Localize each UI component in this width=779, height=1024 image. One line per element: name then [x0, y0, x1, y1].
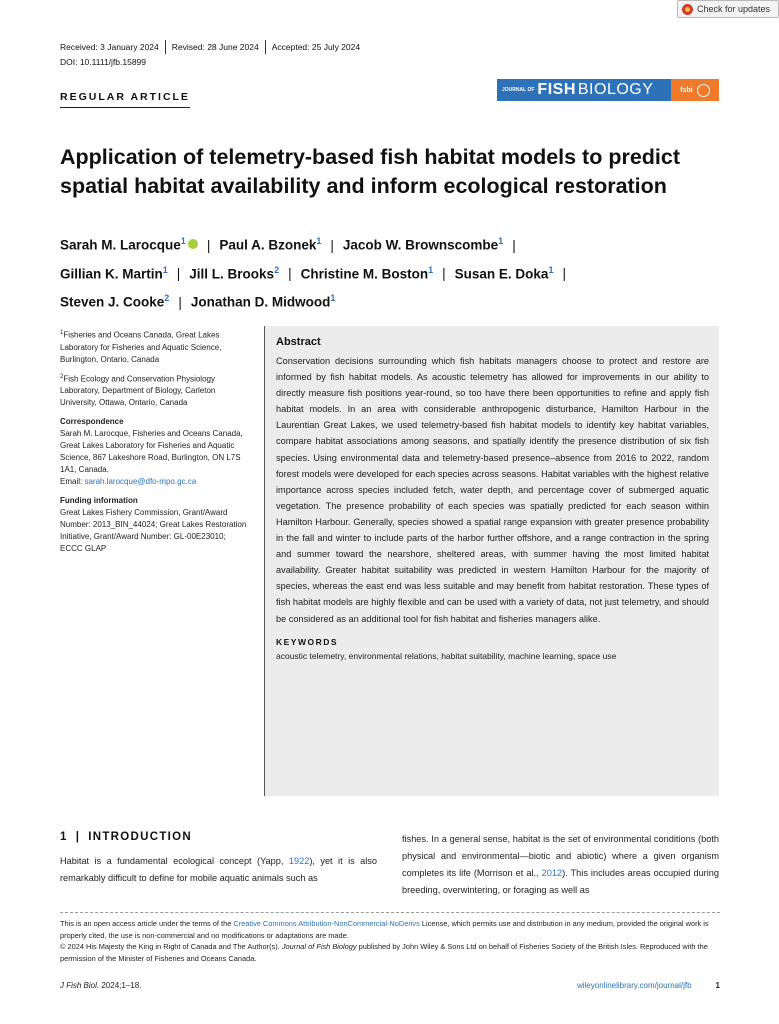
abstract-heading: Abstract	[276, 336, 321, 348]
check-for-updates-button[interactable]	[677, 0, 779, 18]
affiliation	[60, 327, 250, 366]
section-title: INTRODUCTION	[88, 831, 192, 843]
journal-logo-prefix: JOURNAL OF	[502, 87, 535, 93]
affiliation-marker: 1	[180, 236, 186, 246]
affiliation-marker: 1	[330, 293, 336, 303]
article-dates	[60, 40, 360, 54]
author-row	[60, 286, 720, 315]
text-run: Habitat is a fundamental ecological concept (Yapp,	[60, 856, 289, 866]
introduction-heading	[60, 831, 192, 843]
doi[interactable]: DOI: 10.1111/jfb.15899	[60, 57, 147, 67]
author-row	[60, 229, 720, 258]
author-separator: |	[442, 266, 446, 281]
page-footer	[60, 981, 720, 990]
license-line	[60, 918, 720, 941]
affiliation-number: 2	[60, 373, 64, 380]
introduction-text-right	[402, 831, 719, 899]
affiliation-marker: 1	[428, 264, 434, 275]
affiliation	[60, 371, 250, 410]
email-link[interactable]: sarah.larocque@dfo-mpo.gc.ca	[84, 477, 197, 487]
date-divider	[265, 40, 266, 54]
article-info-column	[60, 327, 250, 560]
text-run: published by John Wiley & Sons Ltd on behalf of Fisheries Society of the British Isles. Reproduced with the permission of the Minister of Fisheries and Oceans Canada.	[60, 942, 708, 963]
author-separator: |	[330, 237, 334, 253]
license-notice	[60, 912, 720, 964]
text-run: License, which permits use and distribution in any medium, provided the original work is properly cited, the use is non-commercial and no modifications or adaptations are made.	[60, 919, 709, 940]
author-separator: |	[206, 237, 211, 253]
introduction-text-left	[60, 853, 377, 887]
author-list	[60, 229, 720, 315]
author-separator: |	[178, 294, 182, 310]
fsbi-logo	[671, 79, 719, 101]
received-date: Received: 3 January 2024	[60, 42, 159, 52]
author-name[interactable]: Jacob W. Brownscombe	[342, 237, 499, 253]
funding-heading: Funding information	[60, 496, 138, 506]
affiliation-text: Fish Ecology and Conservation Physiology Laboratory, Department of Biology, Carleton University, Ottawa, Ontario, Canada	[60, 374, 216, 408]
citation-details: 2024;1–18.	[99, 981, 142, 990]
email-label: Email:	[60, 477, 83, 487]
article-title: Application of telemetry-based fish habitat models to predict spatial habitat availability and inform ecological restoration	[60, 145, 681, 198]
section-bar: |	[75, 831, 81, 843]
journal-url-link[interactable]: wileyonlinelibrary.com/journal/jfb	[576, 981, 692, 990]
affiliation-number: 1	[60, 330, 64, 336]
affiliation-marker: 2	[274, 264, 280, 275]
journal-logo[interactable]	[497, 79, 719, 101]
abstract-text: Conservation decisions surrounding which fish habitats managers choose to protect and restore are informed by fish habitat models. As acoustic telemetry has allowed for improvements in our ability to directly measure fish positions year-round, so too have there been opportunities to refine and apply fish habitat models. In an area with considerable anthropogenic disturbance, Hamilton Harbour in the Laurentian Great Lakes, we used telemetry-based fish habitat models to identify key habitat variables, compare habitat associations among seasons, and spatially identify the presence distribution of six fish species. Using environmental data and telemetry-based presence–absence from 2016 to 2022, random forest models were developed for each species across seasons. Habitat variables with the highest relative importance across species included fetch, water depth, and percentage cover of submerged aquatic vegetation. The presence probability of each species was spatially predicted for each season within Hamilton Harbour. Generally, species showed a spatial range expansion with greater presence probability in the fall and winter to include parts of the harbor further offshore, and a range contraction in the spring and summer toward the nearshore, sheltered areas, with summer having the most limited habitat availability. Greater habitat suitability was predicted in western Hamilton Harbour for the majority of species, whereas the east end was less suitable and may benefit from habitat restoration. These types of fish habitat models are highly flexible and can be used with a variety of data, not just telemetry, and should be considered as an additional tool for fish habitat and fisheries managers alike.	[276, 356, 709, 624]
abstract-box	[264, 326, 719, 796]
author-separator: |	[562, 266, 566, 281]
section-number: 1	[60, 831, 68, 843]
author-name[interactable]: Gillian K. Martin	[60, 266, 163, 281]
affiliation-marker: 1	[162, 264, 168, 275]
author-name[interactable]: Sarah M. Larocque	[60, 237, 181, 253]
author-name[interactable]: Christine M. Boston	[300, 266, 429, 281]
fsbi-label: fsbi	[680, 86, 693, 94]
page-number: 1	[715, 981, 720, 990]
fsbi-emblem-icon	[697, 84, 710, 97]
author-name[interactable]: Steven J. Cooke	[60, 294, 165, 310]
citation	[60, 981, 141, 990]
author-separator: |	[288, 266, 292, 281]
citation-journal: J Fish Biol.	[60, 981, 100, 990]
affiliation-marker: 1	[316, 236, 322, 246]
journal-logo-fish: FISH	[537, 81, 576, 98]
journal-logo-biology: BIOLOGY	[577, 81, 654, 98]
affiliation-marker: 1	[498, 236, 504, 246]
affiliation-text: Fisheries and Oceans Canada, Great Lakes Laboratory for Fisheries and Aquatic Science, Burlington, Ontario, Canada	[60, 330, 222, 364]
footer-right	[577, 981, 720, 990]
accepted-date: Accepted: 25 July 2024	[271, 42, 361, 52]
text-run: This is an open access article under the terms of the	[60, 919, 234, 928]
text-run: fishes. In a general sense, habitat is the set of environmental conditions (both physical and environmental—biotic and abiotic) where a given organism completes its life (Morrison et al.,	[402, 834, 719, 878]
citation-link[interactable]: 2012	[541, 868, 563, 878]
author-name[interactable]: Jonathan D. Midwood	[190, 294, 331, 310]
author-separator: |	[512, 237, 516, 253]
text-run: © 2024 His Majesty the King in Right of Canada and The Author(s).	[60, 942, 282, 951]
affiliation-marker: 1	[548, 264, 554, 275]
author-separator: |	[176, 266, 181, 281]
text-run: ), yet it is also remarkably difficult to define for mobile aquatic animals such as	[60, 856, 377, 883]
orcid-icon[interactable]	[188, 239, 198, 249]
affiliation-marker: 2	[164, 293, 170, 303]
correspondence-block	[60, 428, 250, 488]
keywords-list: acoustic telemetry, environmental relations, habitat suitability, machine learning, space use	[276, 650, 617, 661]
date-divider	[165, 40, 166, 54]
text-run: ). This includes areas occupied during breeding, overwintering, or foraging as well as	[402, 868, 719, 895]
revised-date: Revised: 28 June 2024	[171, 42, 259, 52]
crossmark-icon	[682, 4, 693, 15]
license-link[interactable]: Creative Commons Attribution-NonCommercial-NoDerivs	[233, 919, 420, 928]
author-name[interactable]: Paul A. Bzonek	[219, 237, 317, 253]
correspondence-heading: Correspondence	[60, 417, 124, 427]
journal-logo-main	[497, 79, 671, 101]
check-for-updates-label: Check for updates	[697, 4, 771, 14]
author-row	[60, 258, 720, 287]
funding-text: Great Lakes Fishery Commission, Grant/Award Number: 2013_BIN_44024; Great Lakes Restoration Initiative, Grant/Award Number: GL-00E23010; ECCC GLAP	[60, 508, 247, 554]
journal-name: Journal of Fish Biology	[281, 942, 357, 951]
article-type: REGULAR ARTICLE	[60, 91, 190, 108]
citation-link[interactable]: 1922	[288, 856, 310, 866]
author-name[interactable]: Jill L. Brooks	[189, 266, 275, 281]
author-name[interactable]: Susan E. Doka	[454, 266, 549, 281]
keywords-heading: KEYWORDS	[276, 636, 339, 647]
correspondence-text: Sarah M. Larocque, Fisheries and Oceans Canada, Great Lakes Laboratory for Fisheries and Aquatic Science, 867 Lakeshore Road, Burlington, ON L7S 1A1, Canada.	[60, 429, 243, 475]
copyright-line	[60, 941, 720, 964]
